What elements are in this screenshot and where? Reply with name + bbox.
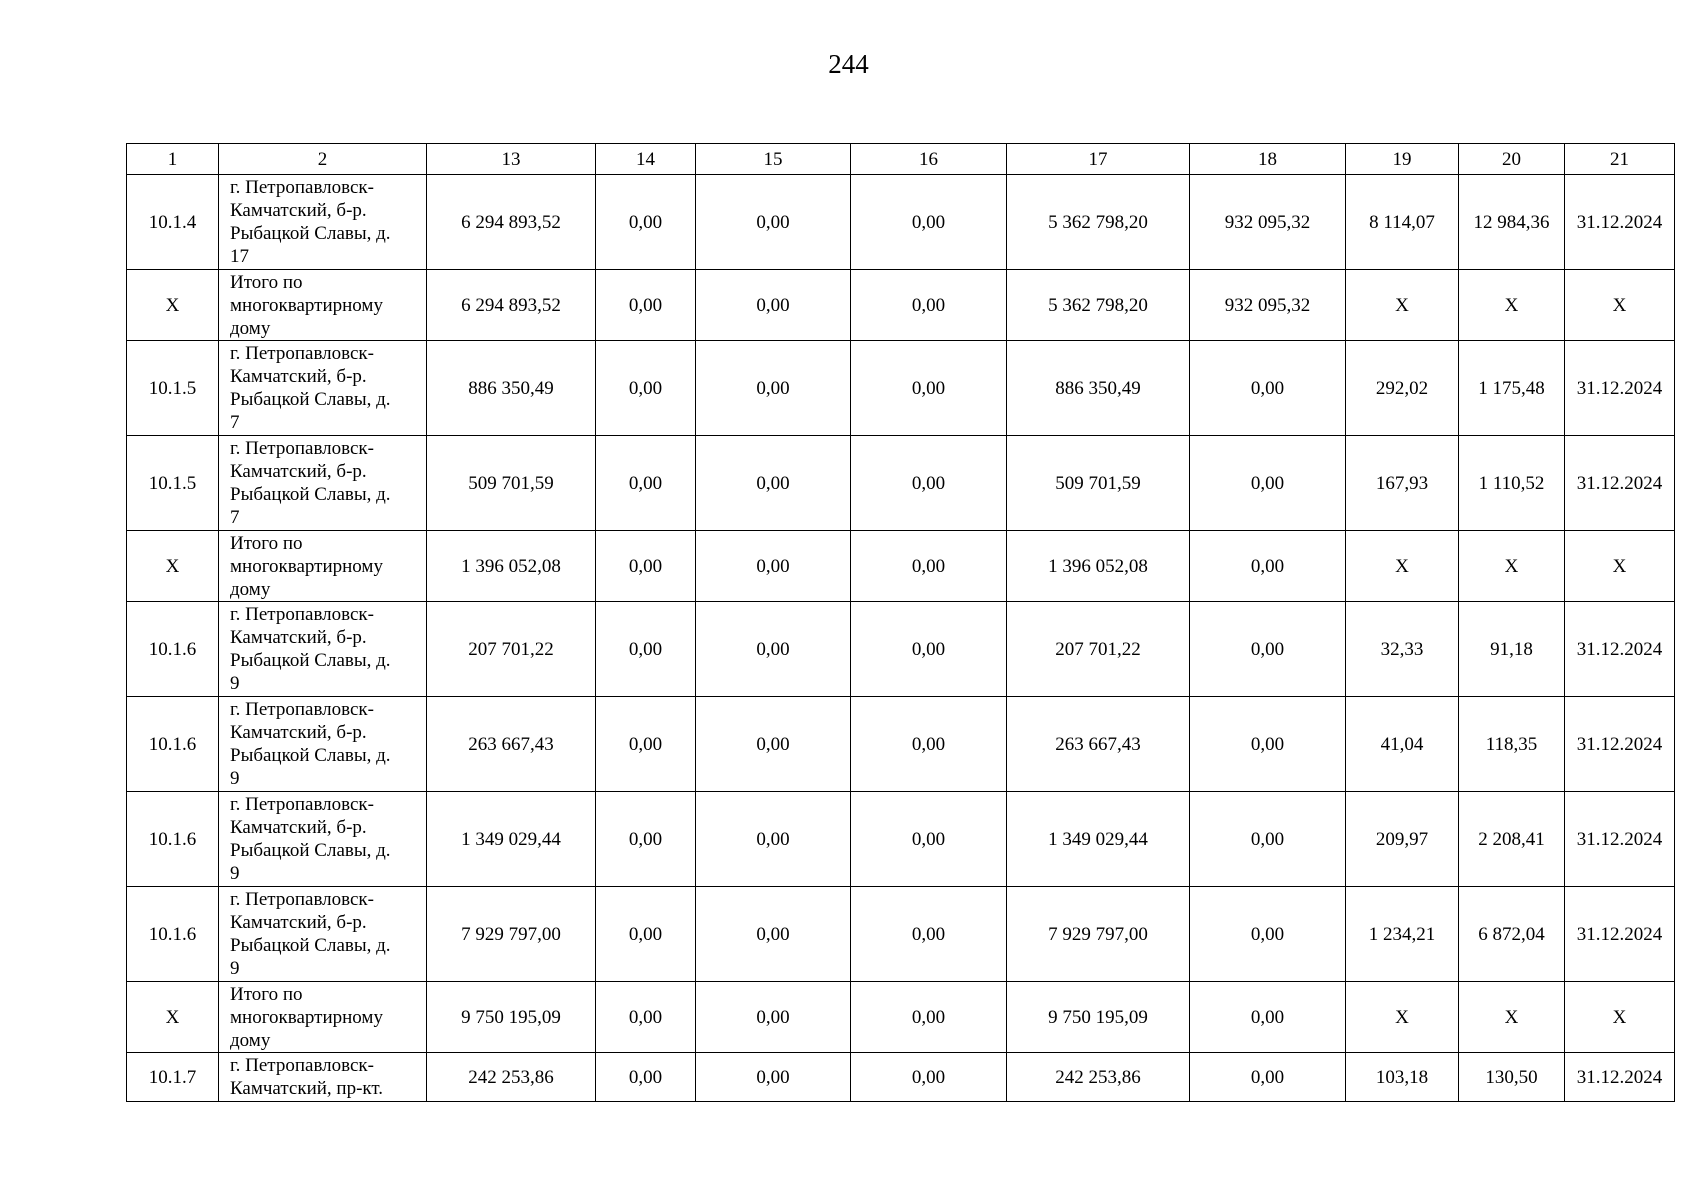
col-header: 21	[1565, 144, 1675, 175]
value-cell: 0,00	[696, 982, 851, 1053]
value-cell: 6 872,04	[1459, 887, 1565, 982]
value-cell: 886 350,49	[1007, 341, 1190, 436]
value-cell: 0,00	[1190, 436, 1346, 531]
value-cell: 5 362 798,20	[1007, 175, 1190, 270]
row-number-cell: X	[127, 982, 219, 1053]
value-cell: 0,00	[1190, 341, 1346, 436]
value-cell: 0,00	[696, 531, 851, 602]
value-cell: 0,00	[851, 436, 1007, 531]
row-number-cell: X	[127, 270, 219, 341]
value-cell: 242 253,86	[427, 1053, 596, 1102]
col-header: 16	[851, 144, 1007, 175]
row-number-cell: 10.1.6	[127, 792, 219, 887]
table-row	[127, 436, 1675, 531]
date-cell: 31.12.2024	[1565, 175, 1675, 270]
value-cell: 0,00	[851, 887, 1007, 982]
value-cell: 0,00	[596, 531, 696, 602]
address-cell: г. Петропавловск- Камчатский, б-р. Рыбацкой Славы, д. 7	[219, 341, 427, 436]
value-cell: 0,00	[851, 602, 1007, 697]
address-cell: г. Петропавловск- Камчатский, б-р. Рыбацкой Славы, д. 7	[219, 436, 427, 531]
value-cell: 509 701,59	[427, 436, 596, 531]
date-cell: 31.12.2024	[1565, 602, 1675, 697]
value-cell: 1 349 029,44	[1007, 792, 1190, 887]
value-cell: 7 929 797,00	[427, 887, 596, 982]
value-cell: X	[1459, 531, 1565, 602]
value-cell: X	[1346, 270, 1459, 341]
value-cell: 209,97	[1346, 792, 1459, 887]
value-cell: 167,93	[1346, 436, 1459, 531]
value-cell: 41,04	[1346, 697, 1459, 792]
row-number-cell: 10.1.5	[127, 436, 219, 531]
table-row	[127, 887, 1675, 982]
value-cell: 1 349 029,44	[427, 792, 596, 887]
value-cell: 0,00	[696, 602, 851, 697]
header-row	[127, 144, 1675, 175]
value-cell: 0,00	[596, 1053, 696, 1102]
table-row	[127, 531, 1675, 602]
value-cell: X	[1346, 531, 1459, 602]
value-cell: X	[1459, 270, 1565, 341]
address-cell: г. Петропавловск- Камчатский, б-р. Рыбацкой Славы, д. 9	[219, 602, 427, 697]
value-cell: 1 234,21	[1346, 887, 1459, 982]
value-cell: 118,35	[1459, 697, 1565, 792]
value-cell: 0,00	[696, 697, 851, 792]
value-cell: 9 750 195,09	[427, 982, 596, 1053]
col-header: 14	[596, 144, 696, 175]
value-cell: 91,18	[1459, 602, 1565, 697]
value-cell: 263 667,43	[1007, 697, 1190, 792]
value-cell: 1 175,48	[1459, 341, 1565, 436]
value-cell: 932 095,32	[1190, 175, 1346, 270]
value-cell: 0,00	[596, 982, 696, 1053]
value-cell: 292,02	[1346, 341, 1459, 436]
value-cell: 0,00	[1190, 887, 1346, 982]
value-cell: 207 701,22	[1007, 602, 1190, 697]
col-header: 1	[127, 144, 219, 175]
table-row	[127, 792, 1675, 887]
value-cell: 0,00	[596, 792, 696, 887]
address-cell: Итого по многоквартирному дому	[219, 531, 427, 602]
value-cell: 0,00	[851, 1053, 1007, 1102]
value-cell: 0,00	[596, 697, 696, 792]
address-cell: г. Петропавловск- Камчатский, б-р. Рыбацкой Славы, д. 17	[219, 175, 427, 270]
value-cell: 0,00	[696, 1053, 851, 1102]
value-cell: 886 350,49	[427, 341, 596, 436]
value-cell: 0,00	[851, 270, 1007, 341]
row-number-cell: X	[127, 531, 219, 602]
value-cell: 1 396 052,08	[1007, 531, 1190, 602]
address-cell: г. Петропавловск- Камчатский, пр-кт.	[219, 1053, 427, 1102]
col-header: 17	[1007, 144, 1190, 175]
value-cell: 263 667,43	[427, 697, 596, 792]
address-cell: г. Петропавловск- Камчатский, б-р. Рыбацкой Славы, д. 9	[219, 887, 427, 982]
date-cell: 31.12.2024	[1565, 887, 1675, 982]
col-header: 15	[696, 144, 851, 175]
value-cell: 0,00	[851, 175, 1007, 270]
date-cell: 31.12.2024	[1565, 436, 1675, 531]
col-header: 20	[1459, 144, 1565, 175]
table-row	[127, 175, 1675, 270]
table-row	[127, 602, 1675, 697]
value-cell: 0,00	[1190, 602, 1346, 697]
value-cell: 130,50	[1459, 1053, 1565, 1102]
value-cell: 1 396 052,08	[427, 531, 596, 602]
value-cell: 0,00	[696, 270, 851, 341]
data-table	[126, 143, 1675, 1102]
row-number-cell: 10.1.7	[127, 1053, 219, 1102]
value-cell: 207 701,22	[427, 602, 596, 697]
value-cell: X	[1346, 982, 1459, 1053]
value-cell: 0,00	[596, 887, 696, 982]
value-cell: 0,00	[1190, 982, 1346, 1053]
value-cell: 0,00	[851, 341, 1007, 436]
value-cell: 0,00	[596, 270, 696, 341]
address-cell: г. Петропавловск- Камчатский, б-р. Рыбацкой Славы, д. 9	[219, 792, 427, 887]
col-header: 19	[1346, 144, 1459, 175]
value-cell: 9 750 195,09	[1007, 982, 1190, 1053]
value-cell: X	[1459, 982, 1565, 1053]
table-row	[127, 982, 1675, 1053]
date-cell: 31.12.2024	[1565, 697, 1675, 792]
value-cell: 0,00	[596, 175, 696, 270]
date-cell: 31.12.2024	[1565, 1053, 1675, 1102]
value-cell: 32,33	[1346, 602, 1459, 697]
address-cell: г. Петропавловск- Камчатский, б-р. Рыбацкой Славы, д. 9	[219, 697, 427, 792]
value-cell: 0,00	[1190, 1053, 1346, 1102]
value-cell: 0,00	[1190, 792, 1346, 887]
col-header: 18	[1190, 144, 1346, 175]
value-cell: 509 701,59	[1007, 436, 1190, 531]
table-row	[127, 270, 1675, 341]
row-number-cell: 10.1.6	[127, 602, 219, 697]
address-cell: Итого по многоквартирному дому	[219, 270, 427, 341]
row-number-cell: 10.1.6	[127, 697, 219, 792]
value-cell: 0,00	[696, 341, 851, 436]
value-cell: 7 929 797,00	[1007, 887, 1190, 982]
value-cell: 5 362 798,20	[1007, 270, 1190, 341]
value-cell: 8 114,07	[1346, 175, 1459, 270]
value-cell: 242 253,86	[1007, 1053, 1190, 1102]
value-cell: 0,00	[696, 792, 851, 887]
table-row	[127, 697, 1675, 792]
value-cell: 0,00	[696, 887, 851, 982]
date-cell: 31.12.2024	[1565, 341, 1675, 436]
value-cell: 0,00	[596, 341, 696, 436]
value-cell: 0,00	[596, 602, 696, 697]
date-cell: X	[1565, 982, 1675, 1053]
value-cell: 1 110,52	[1459, 436, 1565, 531]
value-cell: 0,00	[696, 436, 851, 531]
table-row	[127, 1053, 1675, 1102]
row-number-cell: 10.1.5	[127, 341, 219, 436]
page-number: 244	[828, 49, 869, 79]
value-cell: 0,00	[596, 436, 696, 531]
row-number-cell: 10.1.4	[127, 175, 219, 270]
value-cell: 932 095,32	[1190, 270, 1346, 341]
value-cell: 0,00	[851, 531, 1007, 602]
value-cell: 2 208,41	[1459, 792, 1565, 887]
table-row	[127, 341, 1675, 436]
col-header: 13	[427, 144, 596, 175]
value-cell: 6 294 893,52	[427, 175, 596, 270]
value-cell: 0,00	[851, 697, 1007, 792]
value-cell: 0,00	[851, 982, 1007, 1053]
value-cell: 12 984,36	[1459, 175, 1565, 270]
col-header: 2	[219, 144, 427, 175]
value-cell: 103,18	[1346, 1053, 1459, 1102]
date-cell: X	[1565, 531, 1675, 602]
value-cell: 0,00	[696, 175, 851, 270]
value-cell: 6 294 893,52	[427, 270, 596, 341]
row-number-cell: 10.1.6	[127, 887, 219, 982]
date-cell: X	[1565, 270, 1675, 341]
address-cell: Итого по многоквартирному дому	[219, 982, 427, 1053]
value-cell: 0,00	[1190, 697, 1346, 792]
value-cell: 0,00	[851, 792, 1007, 887]
date-cell: 31.12.2024	[1565, 792, 1675, 887]
value-cell: 0,00	[1190, 531, 1346, 602]
